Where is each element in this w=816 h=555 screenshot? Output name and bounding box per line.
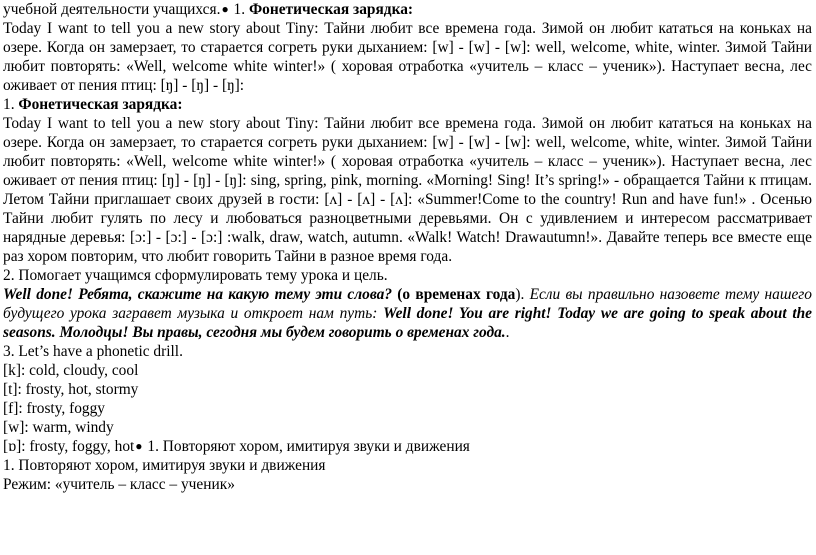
intro-text: учебной деятельности учащихся.	[3, 1, 221, 18]
paragraph-heading-repeat	[3, 95, 812, 114]
topic-answer: (о временах года	[392, 286, 516, 303]
drill-note: 1. Повторяют хором, имитируя звуки и движения	[143, 438, 470, 455]
drill-line: [w]: warm, windy	[3, 419, 114, 436]
section-heading: Фонетическая зарядка:	[248, 1, 414, 18]
paragraph-topic	[3, 285, 812, 342]
drill-line-last	[3, 437, 812, 456]
topic-announcement: Well done! You are right! Today we are going to speak about the seasons. Молодцы! Вы правы, сегодня мы будем говорить о временах года.	[3, 305, 813, 341]
drill-text: [ɒ]: frosty, foggy, hot	[3, 438, 135, 455]
story-paragraph-2: Today I want to tell you a new story about Tiny: Тайни любит все времена года. Зимой он любит кататься на коньках на озере. Когда он замерзает, то старается согреть руки дыханием: [w] - [w] - [w]: well, welcome, white, winter. Зимой Тайни любит повторять: «Well, welcome white winter!» ( хоровая отработка «учитель – класс – ученик»). Наступает весна, лес оживает от пения птиц: [ŋ] - [ŋ] - [ŋ]: sing, spring, pink, morning. «Morning! Sing! It’s spring!» - обращается Тайни к птицам. Летом Тайни приглашает своих друзей в гости: [ʌ] - [ʌ] - [ʌ]: «Summer!Come to the country! Run and have fun!» . Осенью Тайни любит гулять по лесу и любоваться разноцветными деревьями. Он с удивлением и интересом рассматривает нарядные деревья: [ɔ:] - [ɔ:] - [ɔ:] :walk, draw, watch, autumn. «Walk! Watch! Drawautumn!». Давайте теперь все вместе еще раз хором повторим, что любит говорить Тайни в разное время года.	[3, 115, 812, 265]
paragraph-drill-title: 3. Let’s have a phonetic drill.	[3, 343, 183, 360]
bullet-icon: ●	[135, 439, 143, 453]
drill-line: [k]: cold, cloudy, cool	[3, 362, 139, 379]
paragraph-goal: 2. Помогает учащимся сформулировать тему урока и цель.	[3, 267, 388, 284]
topic-paren: ).	[515, 286, 530, 303]
item-number: 1.	[229, 1, 249, 18]
drill-line: [t]: frosty, hot, stormy	[3, 381, 139, 398]
topic-period: .	[505, 324, 510, 341]
story-paragraph-1: Today I want to tell you a new story about Tiny: Тайни любит все времена года. Зимой он любит кататься на коньках на озере. Когда он замерзает, то старается согреть руки дыханием: [w] - [w] - [w]: well, welcome, white, winter. Зимой Тайни любит повторять: «Well, welcome white winter!» ( хоровая отработка «учитель – класс – ученик»). Наступает весна, лес оживает от пения птиц: [ŋ] - [ŋ] - [ŋ]:	[3, 20, 812, 94]
topic-question: Well done! Ребята, скажите на какую тему эти слова?	[3, 286, 393, 303]
topic-music: Если вы правильно назовете тему нашего будущего урока загрaвет музыка и откроет нам путь:	[3, 286, 813, 322]
paragraph-mode: Режим: «учитель – класс – ученик»	[3, 476, 235, 493]
paragraph-intro	[3, 0, 812, 19]
section-heading: Фонетическая зарядка:	[18, 96, 183, 113]
paragraph-repeat: 1. Повторяют хором, имитируя звуки и движения	[3, 457, 326, 474]
bullet-icon: ●	[221, 2, 229, 16]
item-number: 1.	[3, 96, 19, 113]
drill-line: [f]: frosty, foggy	[3, 400, 106, 417]
